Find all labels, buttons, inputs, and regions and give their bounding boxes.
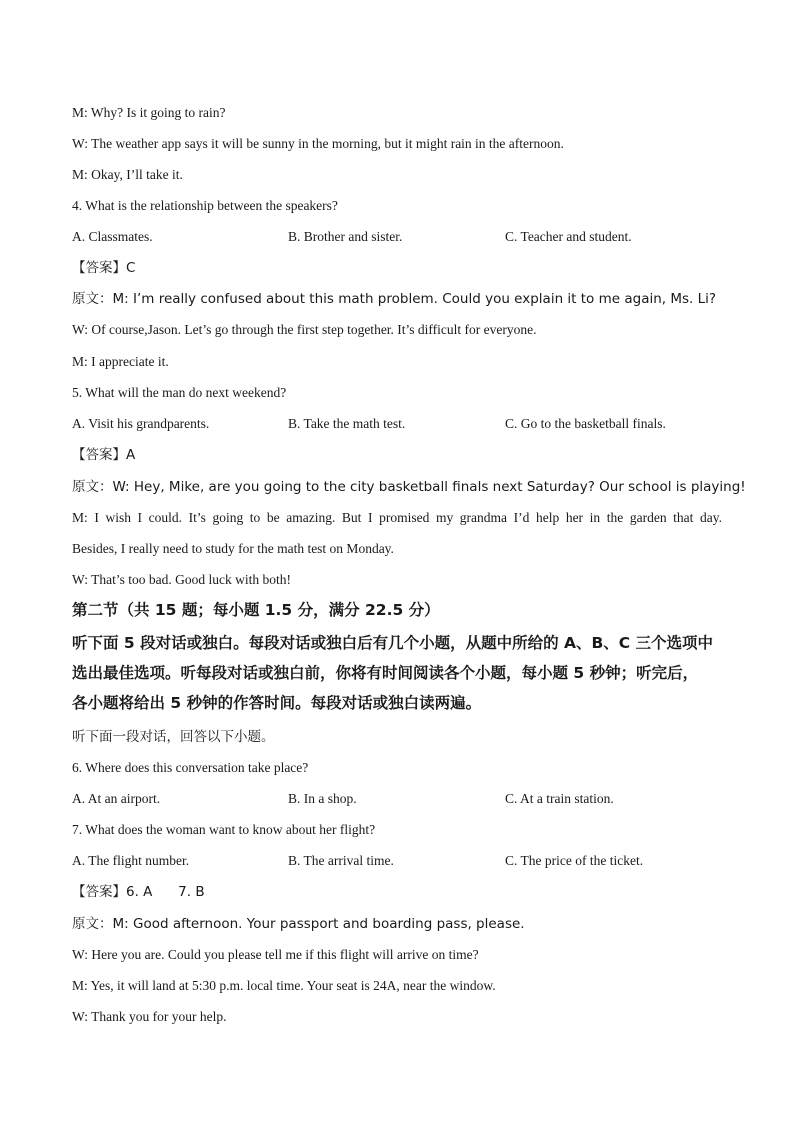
- section-2-title: 第二节（共 15 题；每小题 1.5 分，满分 22.5 分）: [72, 601, 440, 619]
- question-5: 5. What will the man do next weekend?: [72, 385, 287, 400]
- question-4: 4. What is the relationship between the speakers?: [72, 198, 338, 213]
- option-c: C. At a train station.: [505, 791, 614, 806]
- dialogue-line: W: The weather app says it will be sunny in the morning, but it might rain in the afternoon.: [72, 136, 564, 151]
- option-a: A. At an airport.: [72, 791, 161, 806]
- question-7-options: [72, 852, 732, 870]
- option-a: A. Classmates.: [72, 229, 153, 244]
- section-2-instructions: 各小题将给出 5 秒钟的作答时间。每段对话或独白读两遍。: [72, 694, 482, 712]
- option-c: C. Go to the basketball finals.: [505, 416, 666, 431]
- option-b: B. In a shop.: [288, 791, 357, 806]
- option-b: B. Brother and sister.: [288, 229, 403, 244]
- option-b: B. The arrival time.: [288, 853, 394, 868]
- option-c: C. Teacher and student.: [505, 229, 632, 244]
- question-4-options: [72, 228, 732, 246]
- question-6: 6. Where does this conversation take place?: [72, 760, 309, 775]
- listen-instruction: 听下面一段对话，回答以下小题。: [72, 729, 275, 745]
- dialogue-line: W: Of course,Jason. Let’s go through the first step together. It’s difficult for everyone.: [72, 322, 537, 337]
- option-c: C. The price of the ticket.: [505, 853, 644, 868]
- dialogue-line: M: Okay, I’ll take it.: [72, 167, 183, 182]
- answer-6-7: 【答案】6. A 7. B: [72, 884, 205, 900]
- answer-4: 【答案】C: [72, 260, 136, 276]
- question-6-options: [72, 790, 732, 808]
- section-2-instructions: 选出最佳选项。听每段对话或独白前，你将有时间阅读各个小题，每小题 5 秒钟；听完后，: [72, 664, 699, 682]
- dialogue-line: W: Here you are. Could you please tell me if this flight will arrive on time?: [72, 947, 479, 962]
- transcript-6-7: 原文：M: Good afternoon. Your passport and boarding pass, please.: [72, 916, 525, 932]
- dialogue-line: W: That’s too bad. Good luck with both!: [72, 572, 291, 587]
- answer-5: 【答案】A: [72, 447, 136, 463]
- dialogue-line: W: Thank you for your help.: [72, 1009, 227, 1024]
- question-7: 7. What does the woman want to know about her flight?: [72, 822, 376, 837]
- section-2-instructions: 听下面 5 段对话或独白。每段对话或独白后有几个小题，从题中所给的 A、B、C 三个选项中: [72, 634, 714, 652]
- option-b: B. Take the math test.: [288, 416, 406, 431]
- option-a: A. Visit his grandparents.: [72, 416, 210, 431]
- transcript-5: 原文：W: Hey, Mike, are you going to the city basketball finals next Saturday? Our school is playing!: [72, 479, 746, 495]
- dialogue-line: M: I wish I could. It’s going to be amazing. But I promised my grandma I’d help her in the garden that day.: [72, 510, 722, 525]
- transcript-4: 原文：M: I’m really confused about this math problem. Could you explain it to me again, Ms. Li?: [72, 291, 717, 307]
- dialogue-line: M: I appreciate it.: [72, 354, 169, 369]
- dialogue-line: M: Yes, it will land at 5:30 p.m. local time. Your seat is 24A, near the window.: [72, 978, 496, 993]
- dialogue-line: M: Why? Is it going to rain?: [72, 105, 226, 120]
- option-a: A. The flight number.: [72, 853, 190, 868]
- dialogue-line: Besides, I really need to study for the math test on Monday.: [72, 541, 394, 556]
- question-5-options: [72, 415, 732, 433]
